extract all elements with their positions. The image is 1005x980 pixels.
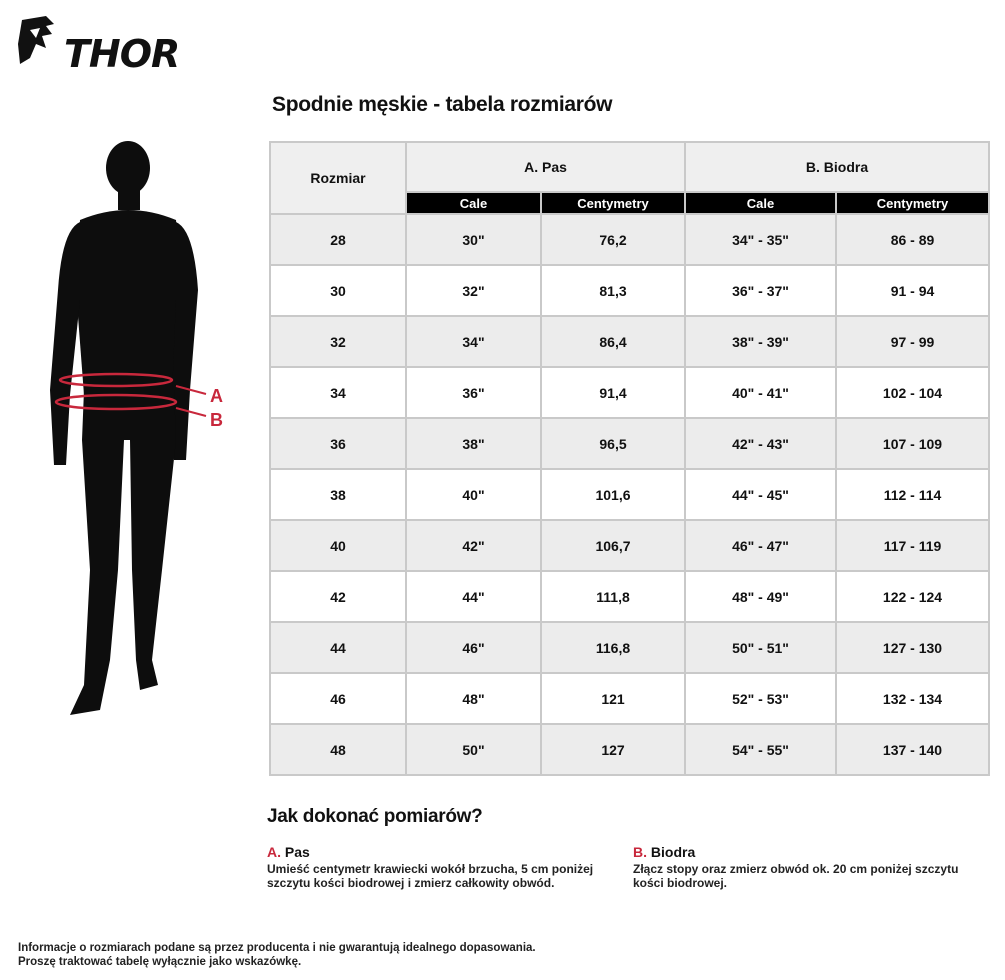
table-row [270,622,989,673]
table-row [270,265,989,316]
brand-name: THOR [64,32,180,76]
table-row [270,469,989,520]
waist-inches-cell: 40" [406,469,541,520]
hip-inches-cell: 36" - 37" [685,265,836,316]
waist-inches-cell: 38" [406,418,541,469]
hip-cm-cell: 91 - 94 [836,265,989,316]
waist-instruction: Umieść centymetr krawiecki wokół brzucha, 5 cm poniżej szczytu kości biodrowej i zmierz całkowity obwód. [267,862,594,890]
waist-inches-cell: 36" [406,367,541,418]
hip-inches-cell: 42" - 43" [685,418,836,469]
waist-inches-cell: 30" [406,214,541,265]
waist-cm-cell: 116,8 [541,622,685,673]
size-cell: 48 [270,724,406,775]
hip-cm-cell: 137 - 140 [836,724,989,775]
waist-cm-header: Centymetry [541,192,685,214]
hip-cm-cell: 102 - 104 [836,367,989,418]
table-row [270,724,989,775]
hip-cm-cell: 86 - 89 [836,214,989,265]
size-table [269,141,990,776]
waist-inches-cell: 32" [406,265,541,316]
hip-inches-cell: 54" - 55" [685,724,836,775]
waist-cm-cell: 76,2 [541,214,685,265]
page-title: Spodnie męskie - tabela rozmiarów [272,93,613,116]
waist-cm-cell: 111,8 [541,571,685,622]
hip-inches-cell: 40" - 41" [685,367,836,418]
hip-cm-cell: 112 - 114 [836,469,989,520]
table-row [270,418,989,469]
body-silhouette-figure [40,140,240,725]
hip-cm-cell: 117 - 119 [836,520,989,571]
size-cell: 28 [270,214,406,265]
waist-cm-cell: 127 [541,724,685,775]
waist-inches-cell: 44" [406,571,541,622]
hip-inches-cell: 44" - 45" [685,469,836,520]
disclaimer-line-2: Proszę traktować tabelę wyłącznie jako wskazówkę. [18,956,302,968]
hip-cm-cell: 107 - 109 [836,418,989,469]
measure-waist-block [267,845,612,890]
disclaimer [18,941,536,969]
hip-cm-cell: 127 - 130 [836,622,989,673]
measure-hip-block [633,845,968,890]
waist-inches-cell: 48" [406,673,541,724]
hip-cm-header: Centymetry [836,192,989,214]
waist-cm-cell: 101,6 [541,469,685,520]
hip-cm-cell: 122 - 124 [836,571,989,622]
size-cell: 34 [270,367,406,418]
brand-logo [16,14,188,74]
waist-group-header: A. Pas [406,142,685,192]
hip-inches-cell: 48" - 49" [685,571,836,622]
size-cell: 46 [270,673,406,724]
table-row [270,214,989,265]
waist-cm-cell: 121 [541,673,685,724]
hip-inches-cell: 50" - 51" [685,622,836,673]
figure-label-a: A [210,386,223,406]
waist-name: Pas [284,844,310,860]
size-cell: 30 [270,265,406,316]
waist-cm-cell: 96,5 [541,418,685,469]
waist-inches-cell: 50" [406,724,541,775]
waist-cm-cell: 106,7 [541,520,685,571]
hip-inches-cell: 52" - 53" [685,673,836,724]
waist-inches-cell: 42" [406,520,541,571]
waist-cm-cell: 86,4 [541,316,685,367]
size-table-body [270,214,989,775]
hip-inches-cell: 38" - 39" [685,316,836,367]
table-row [270,367,989,418]
size-cell: 42 [270,571,406,622]
thor-helmet-icon [16,14,60,74]
hip-inches-header: Cale [685,192,836,214]
table-row [270,520,989,571]
hip-cm-cell: 97 - 99 [836,316,989,367]
hip-cm-cell: 132 - 134 [836,673,989,724]
hip-group-header: B. Biodra [685,142,989,192]
size-column-header: Rozmiar [270,142,406,214]
waist-inches-header: Cale [406,192,541,214]
table-row [270,571,989,622]
size-cell: 32 [270,316,406,367]
size-cell: 44 [270,622,406,673]
waist-inches-cell: 46" [406,622,541,673]
hip-inches-cell: 46" - 47" [685,520,836,571]
waist-letter: A. [267,844,281,860]
waist-cm-cell: 81,3 [541,265,685,316]
disclaimer-line-1: Informacje o rozmiarach podane są przez producenta i nie gwarantują idealnego dopasowania. [18,942,536,954]
hip-letter: B. [633,844,647,860]
hip-name: Biodra [650,844,696,860]
figure-label-b: B [210,410,223,430]
hip-inches-cell: 34" - 35" [685,214,836,265]
table-row [270,673,989,724]
table-row [270,316,989,367]
size-cell: 40 [270,520,406,571]
size-cell: 38 [270,469,406,520]
how-to-measure-title: Jak dokonać pomiarów? [267,806,483,827]
hip-instruction: Złącz stopy oraz zmierz obwód ok. 20 cm poniżej szczytu kości biodrowej. [633,862,959,890]
waist-inches-cell: 34" [406,316,541,367]
waist-cm-cell: 91,4 [541,367,685,418]
size-cell: 36 [270,418,406,469]
